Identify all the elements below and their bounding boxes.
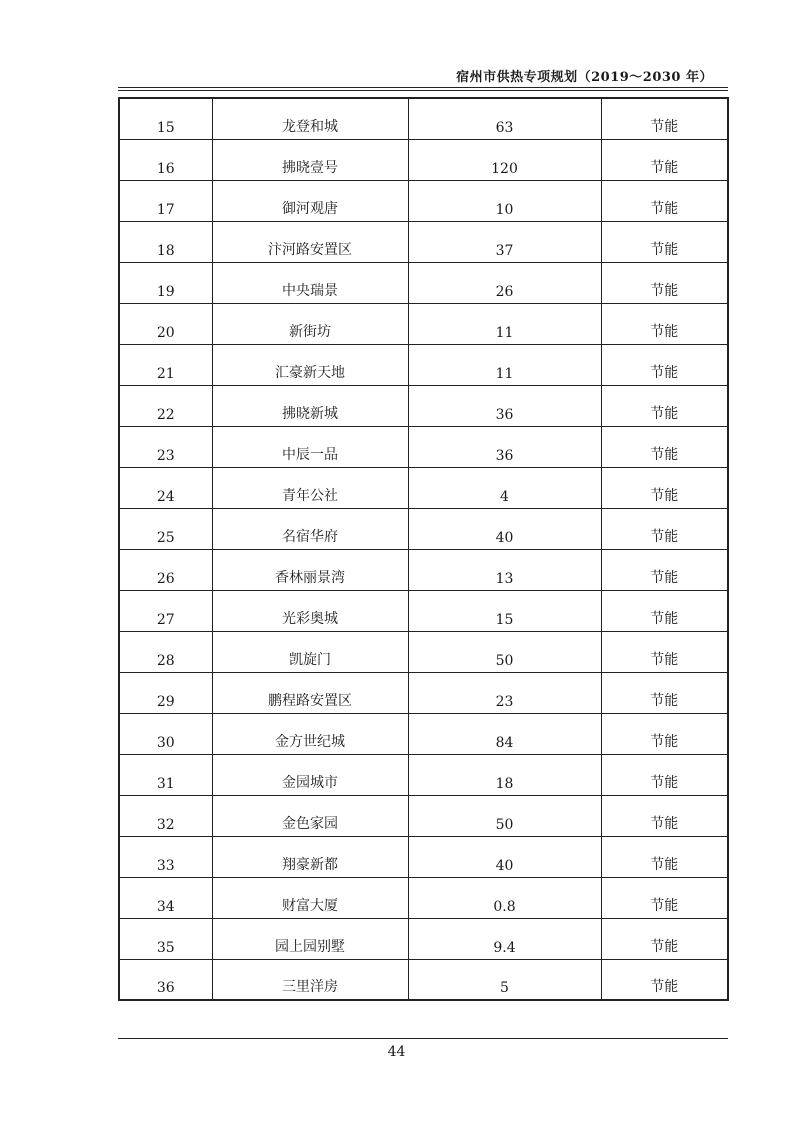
type-cell: 节能 xyxy=(601,631,728,672)
project-name-cell: 光彩奥城 xyxy=(212,590,408,631)
table-row xyxy=(119,713,728,754)
project-name-cell: 拂晓壹号 xyxy=(212,139,408,180)
project-name-cell: 汇豪新天地 xyxy=(212,344,408,385)
value-cell: 26 xyxy=(408,262,601,303)
project-name-cell: 金园城市 xyxy=(212,754,408,795)
value-cell: 63 xyxy=(408,98,601,139)
value-cell: 11 xyxy=(408,344,601,385)
row-number-cell: 36 xyxy=(119,959,212,1000)
row-number-cell: 20 xyxy=(119,303,212,344)
value-cell: 18 xyxy=(408,754,601,795)
table-row xyxy=(119,590,728,631)
table-row xyxy=(119,918,728,959)
table-row xyxy=(119,672,728,713)
table-row xyxy=(119,836,728,877)
table-row xyxy=(119,303,728,344)
row-number-cell: 30 xyxy=(119,713,212,754)
footer-rule xyxy=(118,1038,728,1039)
project-name-cell: 金色家园 xyxy=(212,795,408,836)
table-row xyxy=(119,631,728,672)
type-cell: 节能 xyxy=(601,918,728,959)
row-number-cell: 21 xyxy=(119,344,212,385)
project-name-cell: 中央瑞景 xyxy=(212,262,408,303)
type-cell: 节能 xyxy=(601,180,728,221)
type-cell: 节能 xyxy=(601,877,728,918)
project-name-cell: 中辰一品 xyxy=(212,426,408,467)
value-cell: 13 xyxy=(408,549,601,590)
document-header-title: 宿州市供热专项规划（2019～2030 年） xyxy=(456,70,713,85)
row-number-cell: 27 xyxy=(119,590,212,631)
heating-data-table xyxy=(118,97,729,1001)
type-cell: 节能 xyxy=(601,344,728,385)
value-cell: 9.4 xyxy=(408,918,601,959)
project-name-cell: 三里洋房 xyxy=(212,959,408,1000)
value-cell: 84 xyxy=(408,713,601,754)
table-row xyxy=(119,467,728,508)
header-rule xyxy=(118,90,728,91)
row-number-cell: 26 xyxy=(119,549,212,590)
row-number-cell: 33 xyxy=(119,836,212,877)
value-cell: 11 xyxy=(408,303,601,344)
project-name-cell: 汴河路安置区 xyxy=(212,221,408,262)
project-name-cell: 拂晓新城 xyxy=(212,385,408,426)
row-number-cell: 15 xyxy=(119,98,212,139)
project-name-cell: 御河观唐 xyxy=(212,180,408,221)
table-row xyxy=(119,795,728,836)
type-cell: 节能 xyxy=(601,98,728,139)
table-row xyxy=(119,221,728,262)
table-row xyxy=(119,508,728,549)
type-cell: 节能 xyxy=(601,467,728,508)
row-number-cell: 17 xyxy=(119,180,212,221)
value-cell: 4 xyxy=(408,467,601,508)
type-cell: 节能 xyxy=(601,139,728,180)
row-number-cell: 29 xyxy=(119,672,212,713)
type-cell: 节能 xyxy=(601,959,728,1000)
table-row xyxy=(119,262,728,303)
project-name-cell: 翔豪新都 xyxy=(212,836,408,877)
type-cell: 节能 xyxy=(601,836,728,877)
table-row xyxy=(119,98,728,139)
value-cell: 40 xyxy=(408,836,601,877)
project-name-cell: 凯旋门 xyxy=(212,631,408,672)
project-name-cell: 香林丽景湾 xyxy=(212,549,408,590)
row-number-cell: 22 xyxy=(119,385,212,426)
header-rule xyxy=(118,87,728,88)
value-cell: 36 xyxy=(408,426,601,467)
table-row xyxy=(119,139,728,180)
table-body xyxy=(119,98,728,1000)
value-cell: 50 xyxy=(408,795,601,836)
table-row xyxy=(119,754,728,795)
project-name-cell: 金方世纪城 xyxy=(212,713,408,754)
row-number-cell: 34 xyxy=(119,877,212,918)
project-name-cell: 名宿华府 xyxy=(212,508,408,549)
table-row xyxy=(119,877,728,918)
table-row xyxy=(119,180,728,221)
page-number: 44 xyxy=(387,1044,406,1060)
value-cell: 37 xyxy=(408,221,601,262)
row-number-cell: 18 xyxy=(119,221,212,262)
row-number-cell: 35 xyxy=(119,918,212,959)
project-name-cell: 园上园别墅 xyxy=(212,918,408,959)
value-cell: 15 xyxy=(408,590,601,631)
value-cell: 120 xyxy=(408,139,601,180)
project-name-cell: 青年公社 xyxy=(212,467,408,508)
table-row xyxy=(119,344,728,385)
type-cell: 节能 xyxy=(601,303,728,344)
type-cell: 节能 xyxy=(601,385,728,426)
value-cell: 40 xyxy=(408,508,601,549)
project-name-cell: 新街坊 xyxy=(212,303,408,344)
table-row xyxy=(119,549,728,590)
value-cell: 50 xyxy=(408,631,601,672)
row-number-cell: 19 xyxy=(119,262,212,303)
project-name-cell: 财富大厦 xyxy=(212,877,408,918)
project-name-cell: 鹏程路安置区 xyxy=(212,672,408,713)
table-row xyxy=(119,385,728,426)
type-cell: 节能 xyxy=(601,754,728,795)
value-cell: 23 xyxy=(408,672,601,713)
row-number-cell: 24 xyxy=(119,467,212,508)
type-cell: 节能 xyxy=(601,590,728,631)
row-number-cell: 32 xyxy=(119,795,212,836)
row-number-cell: 25 xyxy=(119,508,212,549)
value-cell: 0.8 xyxy=(408,877,601,918)
table-row xyxy=(119,426,728,467)
table-row xyxy=(119,959,728,1000)
type-cell: 节能 xyxy=(601,426,728,467)
row-number-cell: 31 xyxy=(119,754,212,795)
row-number-cell: 28 xyxy=(119,631,212,672)
type-cell: 节能 xyxy=(601,672,728,713)
row-number-cell: 16 xyxy=(119,139,212,180)
row-number-cell: 23 xyxy=(119,426,212,467)
project-name-cell: 龙登和城 xyxy=(212,98,408,139)
value-cell: 10 xyxy=(408,180,601,221)
type-cell: 节能 xyxy=(601,262,728,303)
type-cell: 节能 xyxy=(601,508,728,549)
type-cell: 节能 xyxy=(601,549,728,590)
type-cell: 节能 xyxy=(601,795,728,836)
type-cell: 节能 xyxy=(601,713,728,754)
type-cell: 节能 xyxy=(601,221,728,262)
value-cell: 36 xyxy=(408,385,601,426)
value-cell: 5 xyxy=(408,959,601,1000)
